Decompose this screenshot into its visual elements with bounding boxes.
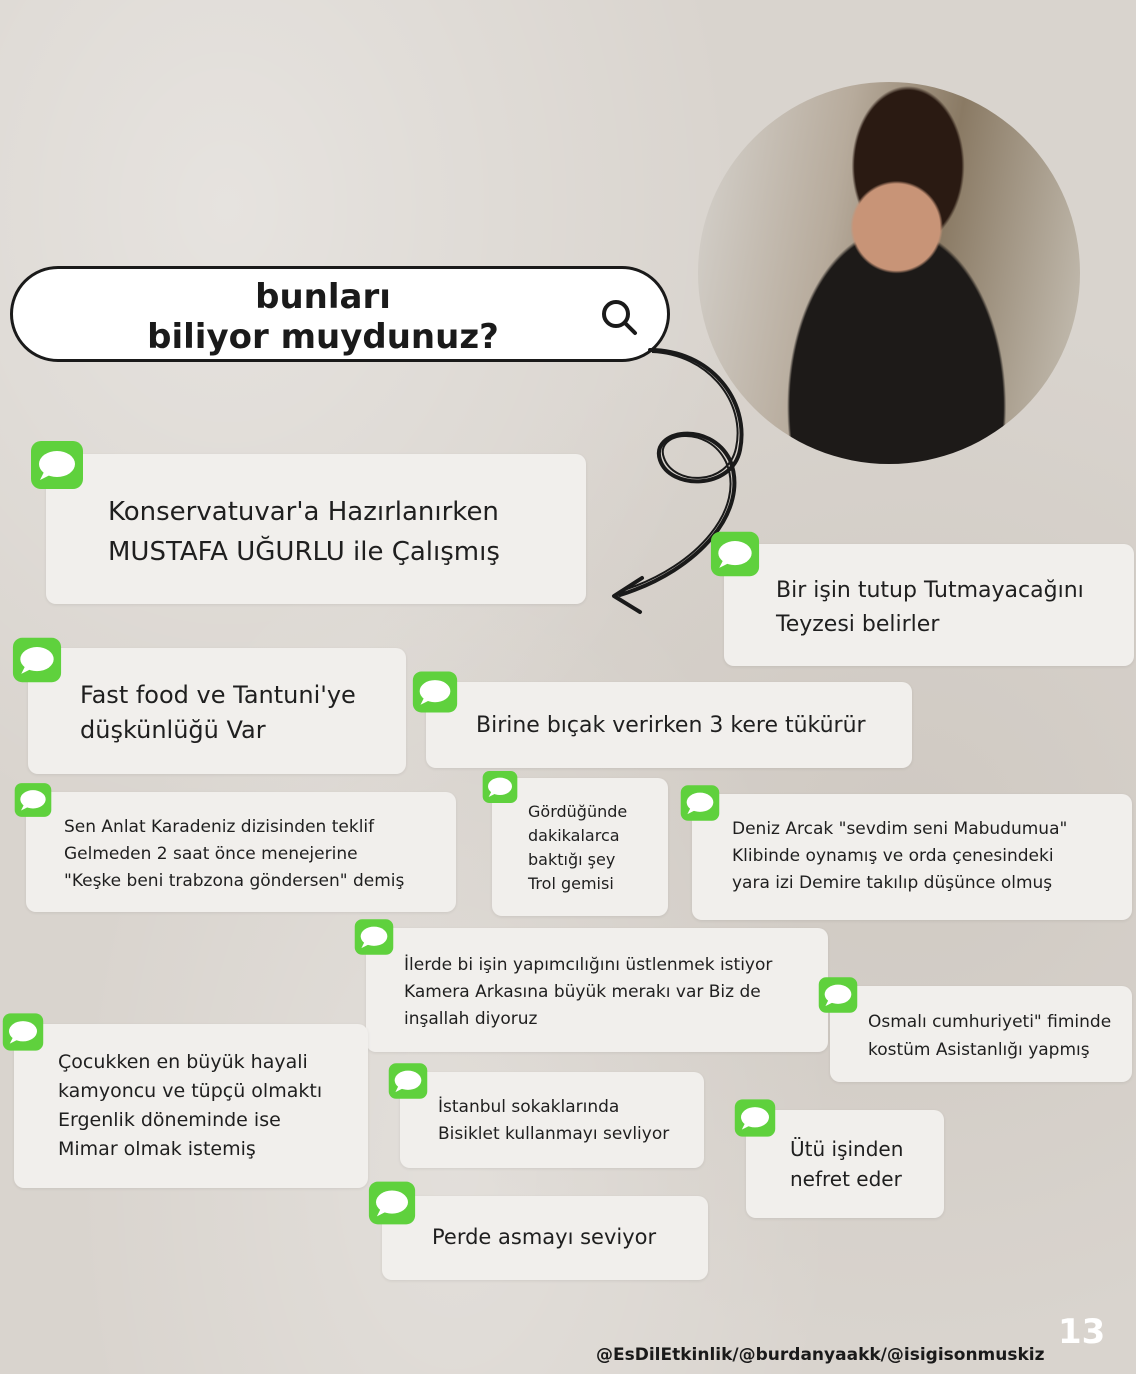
fact-text: Ütü işinden nefret eder <box>790 1137 904 1191</box>
fact-card-13 <box>382 1196 708 1280</box>
fact-card-8 <box>366 928 828 1052</box>
page-title: bunları biliyor muydunuz? <box>147 277 499 357</box>
fact-text: Konservatuvar'a Hazırlanırken MUSTAFA UĞURLU ile Çalışmış <box>108 497 500 567</box>
message-bubble-icon <box>680 784 720 822</box>
fact-text: Birine bıçak verirken 3 kere tükürür <box>476 713 866 738</box>
fact-text: İlerde bi işin yapımcılığını üstlenmek istiyor Kamera Arkasına büyük merakı var Biz de inşallah diyoruz <box>404 955 773 1029</box>
fact-text: Deniz Arcak "sevdim seni Mabudumua" Klibinde oynamış ve orda çenesindeki yara izi Demire takılıp düşünce olmuş <box>732 819 1068 893</box>
page-number: 13 <box>1058 1312 1106 1352</box>
search-bar <box>10 266 670 362</box>
fact-text: Sen Anlat Karadeniz dizisinden teklif Gelmeden 2 saat önce menejerine "Keşke beni trabzona göndersen" demiş <box>64 817 405 891</box>
message-bubble-icon <box>354 918 394 956</box>
message-bubble-icon <box>388 1062 428 1100</box>
fact-card-10 <box>14 1024 368 1188</box>
message-bubble-icon <box>710 530 760 578</box>
fact-text: Çocukken en büyük hayali kamyoncu ve tüpçü olmaktı Ergenlik döneminde ise Mimar olmak istemiş <box>58 1051 323 1160</box>
message-bubble-icon <box>482 770 518 804</box>
search-icon <box>599 297 639 337</box>
message-bubble-icon <box>412 670 458 714</box>
fact-card-6 <box>492 778 668 916</box>
message-bubble-icon <box>2 1012 44 1052</box>
fact-card-3 <box>28 648 406 774</box>
fact-text: Perde asmayı seviyor <box>432 1225 657 1249</box>
fact-text: Bir işin tutup Tutmayacağını Teyzesi belirler <box>776 578 1084 637</box>
message-bubble-icon <box>30 440 84 490</box>
message-bubble-icon <box>14 782 52 818</box>
fact-text: Fast food ve Tantuni'ye düşkünlüğü Var <box>80 681 356 744</box>
message-bubble-icon <box>12 636 62 684</box>
fact-text: Gördüğünde dakikalarca baktığı şey Trol gemisi <box>528 802 628 893</box>
credits-text: @EsDilEtkinlik/@burdanyaakk/@isigisonmuskiz <box>596 1345 1045 1365</box>
fact-card-1 <box>46 454 586 604</box>
fact-card-11 <box>400 1072 704 1168</box>
message-bubble-icon <box>734 1098 776 1138</box>
fact-text: Osmalı cumhuriyeti" fiminde kostüm Asistanlığı yapmış <box>868 1012 1112 1060</box>
fact-card-9 <box>830 986 1132 1082</box>
fact-card-2 <box>724 544 1134 666</box>
fact-card-4 <box>426 682 912 768</box>
fact-card-7 <box>692 794 1132 920</box>
fact-text: İstanbul sokaklarında Bisiklet kullanmayı sevliyor <box>438 1097 670 1144</box>
fact-card-5 <box>26 792 456 912</box>
message-bubble-icon <box>818 976 858 1014</box>
message-bubble-icon <box>368 1180 416 1226</box>
